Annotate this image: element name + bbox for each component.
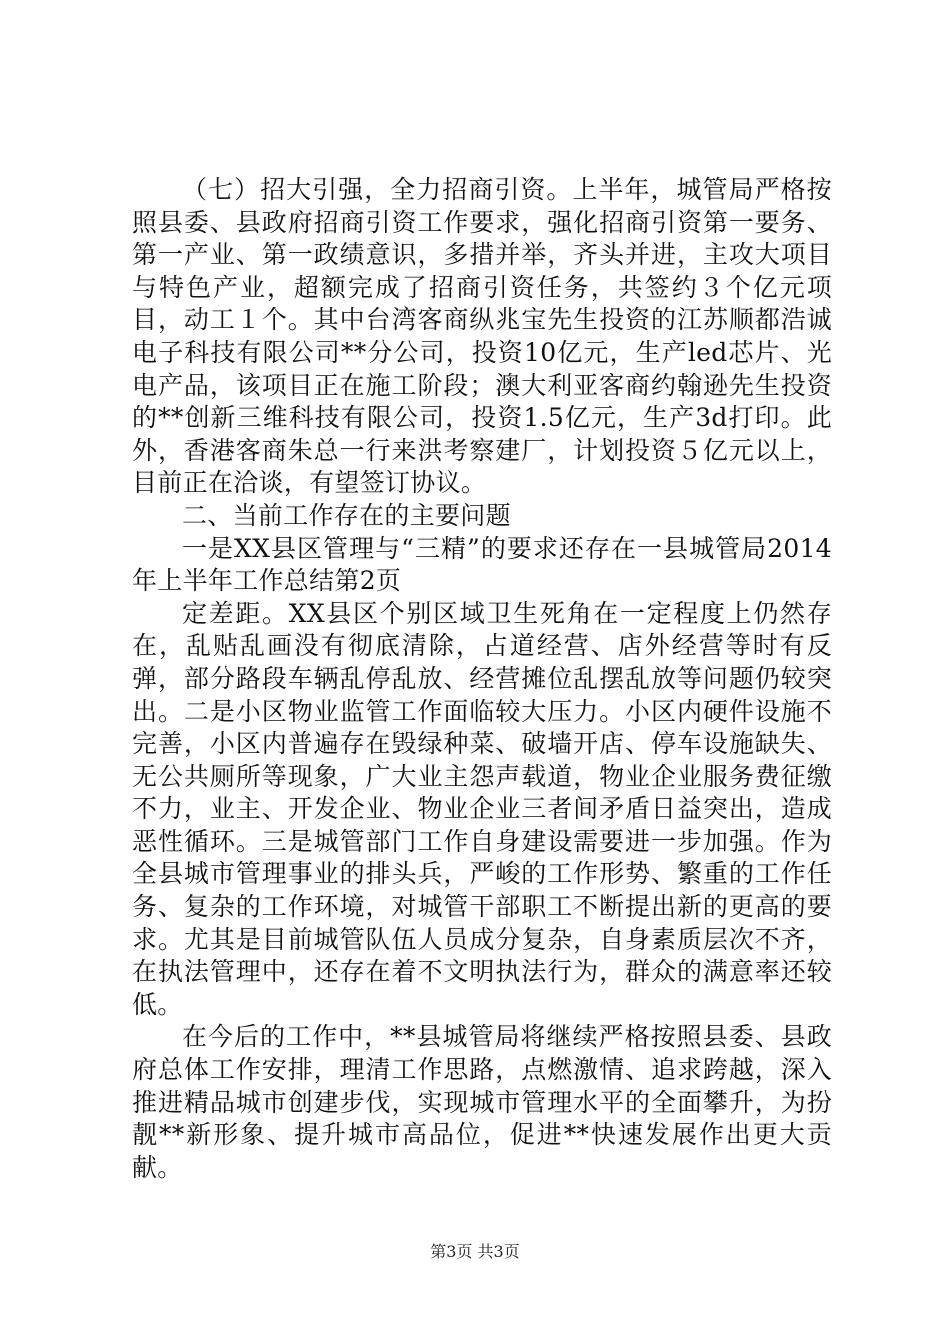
document-body xyxy=(132,174,832,1184)
paragraph-investment: （七）招大引强，全力招商引资。上半年，城管局严格按照县委、县政府招商引资工作要求，强化招商引资第一要务、第一产业、第一政绩意识，多措并举，齐头并进，主攻大项目与特色产业，超额完成了招商引资任务，共签约３个亿元项目，动工１个。其中台湾客商纵兆宝先生投资的江苏顺都浩诚电子科技有限公司**分公司，投资10亿元，生产led芯片、光电产品，该项目正在施工阶段；澳大利亚客商约翰逊先生投资的**创新三维科技有限公司，投资1.5亿元，生产3d打印。此外，香港客商朱总一行来洪考察建厂，计划投资５亿元以上，目前正在洽谈，有望签订协议。 xyxy=(132,175,832,498)
paragraph-conclusion: 在今后的工作中，**县城管局将继续严格按照县委、县政府总体工作安排，理清工作思路，点燃激情、追求跨越，深入推进精品城市创建步伐，实现城市管理水平的全面攀升，为扮靓**新形象、提升城市高品位，促进**快速发展作出更大贡献。 xyxy=(132,1022,832,1182)
section-heading-problems: 二、当前工作存在的主要问题 xyxy=(182,500,511,530)
paragraph-problem-details: 定差距。XX县区个别区域卫生死角在一定程度上仍然存在，乱贴乱画没有彻底清除，占道经营、店外经营等时有反弹，部分路段车辆乱停乱放、经营摊位乱摆乱放等问题仍较突出。二是小区物业监管工作面临较大压力。小区内硬件设施不完善，小区内普遍存在毁绿种菜、破墙开店、停车设施缺失、无公共厕所等现象，广大业主怨声载道，物业企业服务费征缴不力，业主、开发企业、物业企业三者间矛盾日益突出，造成恶性循环。三是城管部门工作自身建设需要进一步加强。作为全县城市管理事业的排头兵，严峻的工作形势、繁重的工作任务、复杂的工作环境，对城管干部职工不断提出新的更高的要求。尤其是目前城管队伍人员成分复杂，自身素质层次不齐，在执法管理中，还存在着不文明执法行为，群众的满意率还较低。 xyxy=(132,598,832,1019)
page-footer: 第3页 共3页 xyxy=(430,1242,520,1261)
paragraph-problem-one: 一是XX县区管理与“三精”的要求还存在一县城管局2014年上半年工作总结第2页 xyxy=(132,533,832,596)
